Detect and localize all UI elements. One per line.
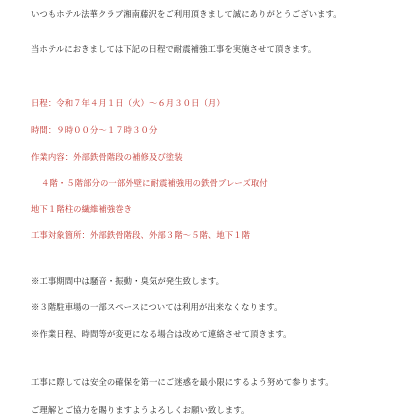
work-column: 地下１階柱の繊維補強巻き <box>31 204 133 214</box>
schedule-dates: 日程：令和７年４月１日（火）～６月３０日（月） <box>31 98 225 108</box>
note-parking: ※３階駐車場の一部スペースについては利用が出来なくなります。 <box>31 302 283 312</box>
closing-request: ご理解とご協力を賜りますようよろしくお願い致します。 <box>31 405 250 415</box>
work-brace: ４階・５階部分の一部外壁に耐震補強用の鉄骨ブレーズ取付 <box>41 178 268 188</box>
intro-text: 当ホテルにおきましては下記の日程で耐震補強工事を実施させて頂きます。 <box>31 44 317 54</box>
closing-safety: 工事に際しては安全の確保を第一にご迷惑を最小限にするよう努めて参ります。 <box>31 377 334 387</box>
greeting-text: いつもホテル法華クラブ湘南藤沢をご利用頂きまして誠にありがとうございます。 <box>31 9 342 19</box>
schedule-hours: 時間：９時００分～１７時３０分 <box>31 125 158 135</box>
note-noise: ※工事期間中は騒音・振動・臭気が発生致します。 <box>31 276 225 286</box>
work-locations: 工事対象箇所：外部鉄骨階段、外部３階～５階、地下１階 <box>31 230 251 240</box>
note-schedule-change: ※作業日程、時間等が変更になる場合は改めて連絡させて頂きます。 <box>31 329 292 339</box>
work-content: 作業内容：外部鉄骨階段の補修及び塗装 <box>31 152 183 162</box>
